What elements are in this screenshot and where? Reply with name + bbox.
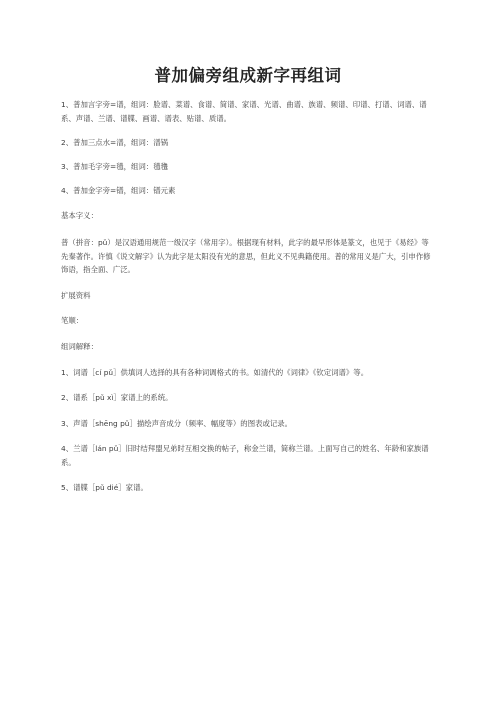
word-item-4: 4、兰谱［lán pǔ］旧时结拜盟兄弟时互相交换的帖子，称金兰谱，简称兰谱。上面写自己的姓名、年龄和家族谱系。 (61, 444, 429, 467)
word-item-2: 2、谱系［pǔ xì］家谱上的系统。 (61, 393, 173, 402)
document-title: 普加偏旁组成新字再组词 (154, 66, 342, 85)
word-item-5: 5、谱牒［pǔ dié］家谱。 (61, 483, 148, 492)
item-3: 3、普加毛字旁=氆，组词：氆氇 (61, 162, 168, 171)
item-1: 1、普加言字旁=谱，组词：脸谱、菜谱、食谱、简谱、家谱、光谱、曲谱、族谱、频谱、印谱、打谱、词谱、谱系、声谱、兰谱、谱牒、画谱、谱表、贴谱、质谱。 (61, 100, 427, 123)
basic-meaning-heading: 基本字义： (61, 211, 98, 220)
stroke-order-heading: 笔顺： (61, 316, 84, 325)
word-item-3: 3、声谱［shēng pǔ］描绘声音成分（频率、幅度等）的图表或记录。 (61, 419, 293, 428)
item-2: 2、普加三点水=潽，组词：潽锅 (61, 138, 168, 147)
extended-info-link[interactable]: 扩展资料 (61, 291, 91, 300)
item-4: 4、普加金字旁=镨，组词：镨元素 (61, 186, 176, 195)
basic-meaning-body: 普（拼音：pǔ）是汉语通用规范一级汉字（常用字）。根据现有材料，此字的最早形体是篆文，也见于《易经》等先秦著作。许慎《说文解字》认为此字是太阳没有光的意思，但此义不见典籍使用。普的常用义是广大，引申作修饰语，指全面、广泛。 (61, 238, 431, 274)
word-item-1: 1、词谱［cí pǔ］供填词人选择的具有各种词调格式的书。如清代的《词律》《钦定词谱》等。 (61, 368, 369, 377)
word-explanations-heading: 组词解释： (61, 342, 98, 351)
